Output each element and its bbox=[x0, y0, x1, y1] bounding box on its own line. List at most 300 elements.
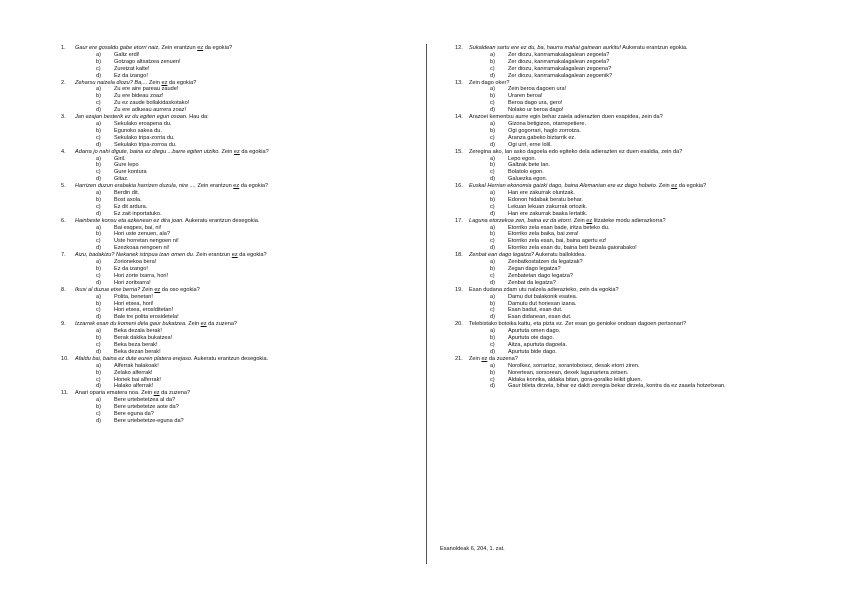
option-letter: b) bbox=[490, 93, 495, 100]
answer-option bbox=[452, 52, 804, 59]
answer-option bbox=[452, 259, 804, 266]
question-item bbox=[452, 252, 804, 287]
option-text: Sekulako eroapena du. bbox=[114, 120, 172, 127]
option-text: Bost axola. bbox=[114, 196, 142, 203]
option-text: Ez da izango! bbox=[114, 72, 148, 79]
question-fragment: da egokia? bbox=[239, 183, 269, 190]
option-text: Hori zoritxarra! bbox=[114, 279, 151, 286]
answer-option bbox=[452, 301, 804, 308]
option-text: Galtzak bete lan. bbox=[508, 162, 550, 169]
option-letter: c) bbox=[96, 100, 101, 107]
option-text: Zu ez zaude bollakidaskotako! bbox=[114, 100, 190, 107]
question-fragment: Zein erantzun bbox=[195, 183, 234, 190]
option-letter: b) bbox=[96, 93, 101, 100]
question-text bbox=[58, 287, 414, 294]
option-letter: d) bbox=[96, 245, 101, 252]
option-text: Ez da izango! bbox=[114, 266, 148, 272]
answer-option bbox=[58, 156, 414, 163]
underlined-word: ez bbox=[481, 355, 488, 362]
answer-option bbox=[58, 273, 414, 280]
question-text bbox=[58, 183, 414, 190]
option-text: Zu ere aire pareau zaude! bbox=[114, 86, 179, 93]
question-fragment: Zein erantzun bbox=[159, 45, 198, 51]
question-fragment: Arazoei kementsu aurre egin behar zaiela adierazten duen esapidea, zein da? bbox=[469, 114, 663, 121]
question-fragment: Afaldu bai, baina ez dute euren platera erejaso. bbox=[75, 355, 193, 362]
answer-option bbox=[452, 142, 804, 149]
option-text: Zenbat da legatza? bbox=[508, 279, 556, 286]
question-fragment: Aizu, badakizu? Nekanek istripua izan omen du. bbox=[75, 252, 195, 259]
option-text: Han ere zakurrak oluntzak. bbox=[508, 190, 575, 197]
question-fragment: Sukaldean sartu ere ez du, ba, haurra mahai gainean aurkitu! bbox=[469, 45, 622, 51]
question-fragment: da egokia? bbox=[677, 183, 707, 190]
option-text: Sekulako tripa-zorroa du. bbox=[114, 141, 177, 148]
option-letter: a) bbox=[96, 86, 101, 93]
option-letter: b) bbox=[96, 335, 101, 342]
option-letter: d) bbox=[96, 210, 101, 217]
option-text: Uste horretan nengoen ni! bbox=[114, 238, 179, 245]
left-column bbox=[58, 45, 414, 425]
option-letter: d) bbox=[490, 348, 495, 355]
question-fragment: da zuzena? bbox=[206, 321, 238, 328]
question-fragment: Anari oparia ematera noa. bbox=[75, 390, 140, 397]
option-letter: d) bbox=[490, 210, 495, 217]
option-letter: d) bbox=[96, 314, 101, 321]
answer-option bbox=[58, 128, 414, 135]
question-fragment: Gaur ere gosaldu gabe etorri naiz. bbox=[75, 45, 160, 51]
option-letter: d) bbox=[490, 107, 495, 114]
option-letter: b) bbox=[96, 196, 101, 203]
question-fragment: Zein bbox=[469, 355, 482, 362]
option-text: Hori zorte txarra, hori! bbox=[114, 272, 169, 279]
option-text: Egunoko sakea du. bbox=[114, 127, 162, 134]
option-text: Horiek bai alferrak! bbox=[114, 376, 161, 383]
answer-option bbox=[452, 307, 804, 314]
question-fragment: Zein bbox=[572, 217, 587, 224]
underlined-word: ez bbox=[153, 390, 160, 397]
question-number: 7. bbox=[61, 252, 66, 259]
answer-option bbox=[58, 100, 414, 107]
option-letter: c) bbox=[490, 169, 495, 176]
answer-option bbox=[58, 363, 414, 370]
option-text: Hori etxea, hori! bbox=[114, 300, 154, 307]
question-text bbox=[452, 45, 804, 52]
answer-option bbox=[58, 135, 414, 142]
answer-option bbox=[452, 211, 804, 218]
option-text: Zegan dago legatza? bbox=[508, 266, 561, 272]
question-fragment: Zeharsu naizela diozu? Ba,... bbox=[75, 79, 148, 86]
question-number: 5. bbox=[61, 183, 66, 190]
question-fragment: Telebistako botoika kattu, eta pizta ez. Zer esan go genioke ondoan dagoen pertsonari? bbox=[469, 321, 687, 328]
question-fragment: da zuzena? bbox=[487, 355, 518, 362]
question-text bbox=[452, 218, 804, 225]
option-text: Galuezka egon. bbox=[508, 176, 548, 183]
option-text: Apurtuta omen dago. bbox=[508, 328, 561, 335]
answer-option bbox=[58, 73, 414, 80]
answer-option bbox=[58, 328, 414, 335]
question-item bbox=[452, 183, 804, 218]
option-letter: c) bbox=[490, 100, 495, 107]
option-text: Norertean, sorsorean, dexek lagunartera zetsen. bbox=[508, 369, 629, 376]
option-text: Etorriko zela esan, bai, baina agertu ez! bbox=[508, 238, 607, 245]
option-text: Uraren beroa! bbox=[508, 93, 543, 100]
question-number: 10. bbox=[61, 355, 69, 362]
question-number: 1. bbox=[61, 45, 66, 51]
answer-option bbox=[58, 238, 414, 245]
option-text: Zorionekoa bera! bbox=[114, 259, 157, 266]
option-letter: c) bbox=[96, 272, 101, 279]
option-text: Bere urtebetetzea al da? bbox=[114, 397, 176, 404]
answer-option bbox=[58, 197, 414, 204]
question-item bbox=[452, 287, 804, 322]
question-number: 6. bbox=[61, 217, 66, 224]
option-letter: d) bbox=[490, 72, 495, 79]
option-letter: d) bbox=[96, 348, 101, 355]
question-item bbox=[452, 321, 804, 356]
option-text: Bale tre polita erosidetela! bbox=[114, 314, 179, 321]
option-text: Bere eguna da? bbox=[114, 411, 154, 418]
answer-option bbox=[58, 66, 414, 73]
option-text: Zer diozu, kanrramakalagalean zegoena? bbox=[508, 65, 612, 72]
option-letter: d) bbox=[96, 383, 101, 390]
option-letter: c) bbox=[96, 65, 101, 72]
question-item bbox=[58, 183, 414, 218]
option-letter: c) bbox=[96, 341, 101, 348]
answer-option bbox=[452, 383, 804, 390]
option-text: Zein beroa dagoen ura! bbox=[508, 86, 567, 93]
option-letter: b) bbox=[490, 58, 495, 65]
option-letter: a) bbox=[96, 328, 101, 335]
question-number: 12. bbox=[455, 45, 463, 51]
answer-option bbox=[58, 280, 414, 287]
question-text bbox=[452, 252, 804, 259]
option-text: Lekuan lekuan zakurrak ortozik. bbox=[508, 203, 587, 210]
answer-option bbox=[452, 231, 804, 238]
question-number: 3. bbox=[61, 114, 66, 121]
answer-option bbox=[452, 238, 804, 245]
underlined-word: ez bbox=[154, 286, 161, 293]
question-fragment: Euskal Herrian ekonomia gaizki dago, baina Alemanian ere ez dago hobeto. bbox=[469, 183, 658, 190]
option-letter: a) bbox=[96, 224, 101, 231]
option-letter: c) bbox=[96, 411, 101, 418]
option-letter: a) bbox=[490, 328, 495, 335]
question-item bbox=[58, 252, 414, 287]
answer-option bbox=[452, 190, 804, 197]
answer-option bbox=[452, 162, 804, 169]
question-fragment: Zein bbox=[139, 390, 154, 397]
answer-option bbox=[58, 86, 414, 93]
answer-option bbox=[58, 121, 414, 128]
option-text: Lepo egon. bbox=[508, 155, 536, 162]
option-text: Giril. bbox=[114, 155, 126, 162]
option-letter: c) bbox=[96, 307, 101, 314]
option-text: Beka beza berak! bbox=[114, 341, 158, 348]
answer-option bbox=[58, 107, 414, 114]
option-letter: c) bbox=[490, 238, 495, 245]
option-letter: b) bbox=[490, 196, 495, 203]
answer-option bbox=[58, 404, 414, 411]
option-letter: d) bbox=[96, 141, 101, 148]
answer-option bbox=[58, 142, 414, 149]
answer-option bbox=[452, 266, 804, 273]
option-text: Gitaz. bbox=[114, 176, 129, 183]
question-item bbox=[58, 80, 414, 115]
question-item bbox=[58, 390, 414, 425]
option-letter: b) bbox=[96, 369, 101, 376]
question-item bbox=[58, 45, 414, 80]
answer-option bbox=[452, 73, 804, 80]
question-fragment: Aukeratu erantzun egokia. bbox=[621, 45, 688, 51]
option-letter: b) bbox=[490, 231, 495, 238]
option-text: Gaur bileta dirzela, bihar ez dakit zeregia bekar dirzela, kontra da ez zaaela hotzetxean. bbox=[508, 383, 726, 390]
option-text: Aranza gabeko biztarrik ez. bbox=[508, 134, 576, 141]
option-letter: a) bbox=[96, 120, 101, 127]
question-item bbox=[452, 149, 804, 184]
option-letter: d) bbox=[490, 314, 495, 321]
question-number: 16. bbox=[455, 183, 463, 190]
answer-option bbox=[58, 314, 414, 321]
answer-option bbox=[452, 156, 804, 163]
option-letter: c) bbox=[490, 203, 495, 210]
question-fragment: Zein bbox=[219, 148, 234, 155]
answer-option bbox=[58, 377, 414, 384]
question-number: 19. bbox=[455, 286, 463, 293]
answer-option bbox=[452, 197, 804, 204]
answer-option bbox=[452, 135, 804, 142]
question-number: 14. bbox=[455, 114, 463, 121]
question-text bbox=[452, 321, 804, 328]
answer-option bbox=[452, 280, 804, 287]
column-divider bbox=[426, 44, 427, 564]
option-letter: d) bbox=[96, 107, 101, 114]
answer-option bbox=[58, 397, 414, 404]
option-letter: d) bbox=[490, 176, 495, 183]
option-letter: b) bbox=[96, 162, 101, 169]
answer-option bbox=[452, 225, 804, 232]
option-letter: d) bbox=[490, 245, 495, 252]
question-number: 20. bbox=[455, 321, 463, 328]
option-text: Han ere zakurrak baaka lertatik. bbox=[508, 210, 588, 217]
question-number: 9. bbox=[61, 321, 66, 328]
option-text: Hori uste zenuen, ala? bbox=[114, 231, 170, 238]
footer-citation: Esanoldeak 6, 204, 1. zat. bbox=[440, 546, 505, 552]
answer-option bbox=[452, 107, 804, 114]
answer-option bbox=[58, 204, 414, 211]
option-letter: b) bbox=[490, 335, 495, 342]
option-text: Nolako ur beroa dago! bbox=[508, 107, 564, 114]
question-number: 18. bbox=[455, 252, 463, 259]
option-letter: c) bbox=[96, 238, 101, 245]
option-text: Beka dezan berak! bbox=[114, 348, 161, 355]
option-text: Ogi urrl, erne lolil. bbox=[508, 141, 552, 148]
underlined-word: ez bbox=[231, 252, 238, 259]
question-fragment: Aukeratu ballokidea. bbox=[534, 252, 586, 259]
answer-option bbox=[452, 66, 804, 73]
question-fragment: litzateke modu adierazkorra? bbox=[592, 217, 666, 224]
option-letter: b) bbox=[96, 231, 101, 238]
option-text: Gure lepo bbox=[114, 162, 139, 169]
option-text: Etorriko zela esan bade, iritza beteko du. bbox=[508, 224, 610, 231]
option-letter: d) bbox=[96, 72, 101, 79]
question-item bbox=[452, 218, 804, 253]
option-letter: b) bbox=[96, 300, 101, 307]
question-fragment: Zeregina ako, lan asko dagoela edo egiteko dela adierazten ez duen esaldia, zein da? bbox=[469, 148, 683, 155]
answer-option bbox=[58, 418, 414, 425]
question-fragment: Zein bbox=[186, 321, 201, 328]
option-letter: d) bbox=[490, 279, 495, 286]
option-letter: b) bbox=[96, 404, 101, 411]
question-text bbox=[452, 356, 804, 363]
option-letter: b) bbox=[490, 369, 495, 376]
option-letter: a) bbox=[490, 190, 495, 197]
option-letter: c) bbox=[96, 134, 101, 141]
question-text bbox=[58, 390, 414, 397]
answer-option bbox=[452, 335, 804, 342]
question-text bbox=[58, 321, 414, 328]
question-number: 11. bbox=[61, 390, 69, 397]
question-number: 15. bbox=[455, 148, 463, 155]
question-item bbox=[58, 287, 414, 322]
option-text: Sekulako tripa-zorria du. bbox=[114, 134, 175, 141]
answer-option bbox=[452, 349, 804, 356]
question-fragment: Ikusi al duzue etxe berria? bbox=[75, 286, 141, 293]
option-text: Polita, benetan! bbox=[114, 293, 153, 300]
answer-option bbox=[58, 294, 414, 301]
answer-option bbox=[452, 377, 804, 384]
option-text: Hori etxea, eroslditetan! bbox=[114, 307, 174, 314]
option-text: Zenbatkostatzen da legatzak? bbox=[508, 259, 583, 266]
answer-option bbox=[452, 169, 804, 176]
question-item bbox=[452, 45, 804, 80]
underlined-word: ez bbox=[233, 183, 240, 190]
question-fragment: Zein bbox=[147, 79, 162, 86]
question-fragment: Izzarrek esan du komeni dela gaur bukatzea. bbox=[75, 321, 187, 328]
option-text: Gure kontura bbox=[114, 169, 147, 176]
option-letter: a) bbox=[490, 293, 495, 300]
answer-option bbox=[58, 162, 414, 169]
answer-option bbox=[452, 363, 804, 370]
answer-option bbox=[58, 52, 414, 59]
option-text: Beka dezala berak! bbox=[114, 328, 162, 335]
option-text: Zer diozu, kanrramakalagalean zegoenik? bbox=[508, 72, 613, 79]
underlined-word: ez bbox=[197, 45, 204, 51]
answer-option bbox=[58, 349, 414, 356]
option-letter: b) bbox=[96, 266, 101, 272]
answer-option bbox=[452, 314, 804, 321]
underlined-word: ez bbox=[233, 148, 240, 155]
question-number: 17. bbox=[455, 217, 463, 224]
question-text bbox=[58, 45, 414, 52]
option-text: Esan badut, esan dut. bbox=[508, 307, 563, 314]
option-letter: c) bbox=[96, 169, 101, 176]
question-fragment: Zenbat ean dago legatza? bbox=[469, 252, 535, 259]
option-text: Aitza, apurtuta dagoela. bbox=[508, 341, 568, 348]
question-item bbox=[452, 356, 804, 391]
question-text bbox=[58, 356, 414, 363]
option-text: Berdin dit. bbox=[114, 190, 140, 197]
answer-option bbox=[452, 86, 804, 93]
answer-option bbox=[58, 301, 414, 308]
underlined-word: ez bbox=[586, 217, 593, 224]
option-letter: c) bbox=[490, 134, 495, 141]
option-text: Bai esqpes, bai, ni! bbox=[114, 224, 162, 231]
option-text: Aldaka konrika, aldaka bitan, gora-goralko leikit gluen. bbox=[508, 376, 643, 383]
question-item bbox=[58, 114, 414, 149]
question-text bbox=[58, 218, 414, 225]
option-letter: c) bbox=[490, 65, 495, 72]
question-fragment: Harrizen duzun erabakia harrizen duzula, nire .... bbox=[75, 183, 196, 190]
option-letter: b) bbox=[490, 266, 495, 272]
question-item bbox=[58, 321, 414, 356]
answer-option bbox=[452, 328, 804, 335]
question-fragment: Zein bbox=[657, 183, 672, 190]
question-fragment: Aukeratu erantzun desegokia. bbox=[192, 355, 269, 362]
question-number: 8. bbox=[61, 286, 66, 293]
answer-option bbox=[452, 273, 804, 280]
question-fragment: da oso egokia? bbox=[160, 286, 200, 293]
option-text: Zenbatetan dago legatza? bbox=[508, 272, 574, 279]
option-text: Gotzago altxatzea zenuen! bbox=[114, 58, 181, 65]
option-letter: a) bbox=[96, 397, 101, 404]
question-text bbox=[452, 183, 804, 190]
question-text bbox=[452, 287, 804, 294]
option-text: Zu ere bideau zoaz! bbox=[114, 93, 164, 100]
option-text: Zuretzat kalte! bbox=[114, 65, 150, 72]
option-letter: d) bbox=[490, 141, 495, 148]
option-text: Alferrak halakoak! bbox=[114, 362, 159, 369]
option-text: Halako alferrak! bbox=[114, 383, 154, 390]
question-text bbox=[452, 114, 804, 121]
option-text: Etorriko zela esan du, baina beti bezala gaiorabako! bbox=[508, 245, 637, 252]
answer-option bbox=[58, 383, 414, 390]
option-letter: a) bbox=[490, 362, 495, 369]
option-text: Zer diozu, kanrramakalagalean zegoela? bbox=[508, 58, 610, 65]
option-text: Bolatolo egon. bbox=[508, 169, 544, 176]
answer-option bbox=[452, 204, 804, 211]
option-text: Gizona betigizon, otarrepetiere. bbox=[508, 120, 587, 127]
question-item bbox=[452, 80, 804, 115]
option-letter: c) bbox=[96, 203, 101, 210]
option-text: Galtz erdi! bbox=[114, 51, 140, 58]
question-fragment: Zein dago oker? bbox=[469, 79, 510, 86]
question-number: 13. bbox=[455, 79, 463, 86]
answer-option bbox=[58, 335, 414, 342]
underlined-word: ez bbox=[671, 183, 678, 190]
option-text: Esan didanean, esan dut. bbox=[508, 314, 572, 321]
option-letter: c) bbox=[490, 272, 495, 279]
question-fragment: da egokia? bbox=[167, 79, 197, 86]
option-letter: a) bbox=[96, 190, 101, 197]
question-text bbox=[58, 149, 414, 156]
option-text: Edonon hidabak beratu behar. bbox=[508, 196, 583, 203]
question-fragment: Jan ezajan besterik ez du egiten egun osoan. bbox=[75, 114, 188, 121]
question-fragment: Hau da: bbox=[187, 114, 209, 121]
option-letter: b) bbox=[96, 127, 101, 134]
question-fragment: Zein bbox=[140, 286, 155, 293]
answer-option bbox=[58, 59, 414, 66]
answer-option bbox=[452, 370, 804, 377]
question-fragment: Hainbeste konsu eta azkenean ez dira joan. bbox=[75, 217, 184, 224]
answer-option bbox=[58, 342, 414, 349]
answer-option bbox=[58, 190, 414, 197]
answer-option bbox=[58, 169, 414, 176]
right-column bbox=[452, 45, 804, 390]
answer-option bbox=[58, 266, 414, 273]
option-text: Damutu dut horiesan izana. bbox=[508, 300, 577, 307]
answer-option bbox=[58, 245, 414, 252]
option-letter: a) bbox=[96, 155, 101, 162]
option-letter: a) bbox=[490, 51, 495, 58]
question-fragment: Laguna etorzekoa zen, baina ez da etorri. bbox=[469, 217, 573, 224]
